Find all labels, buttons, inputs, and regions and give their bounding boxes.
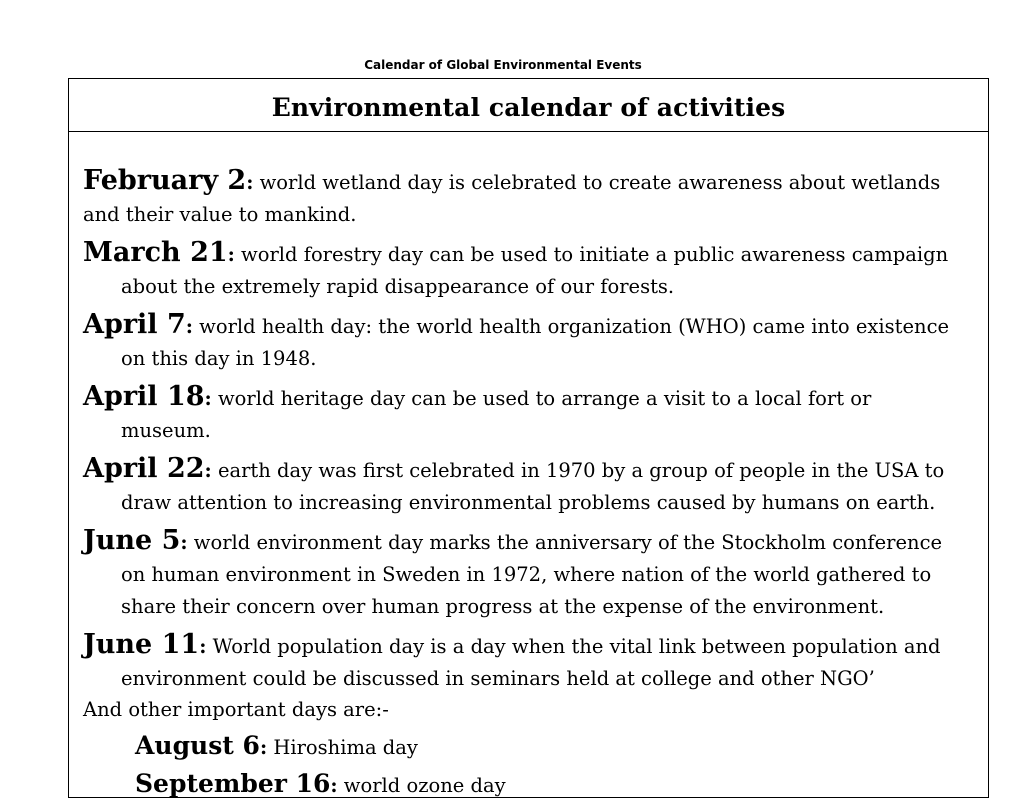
event-text: world environment day marks the anniversary of the Stockholm conference on human environment in Sweden in 1972, where nation of the world gathered to share their concern over human progress at the expense of the environment.: [121, 531, 943, 618]
event-text: world health day: the world health organization (WHO) came into existence on this day in 1948.: [121, 315, 950, 370]
event-text: world heritage day can be used to arrange a visit to a local fort or museum.: [121, 387, 872, 442]
other-day-date: September 16: [135, 769, 331, 798]
event-text: earth day was first celebrated in 1970 by a group of people in the USA to draw attention to increasing environmental problems caused by humans on earth.: [121, 459, 945, 514]
other-day-text: Hiroshima day: [267, 736, 418, 759]
other-day-entry: [135, 766, 958, 804]
event-entry: [83, 453, 958, 519]
event-colon: :: [185, 315, 193, 338]
events-list: [69, 132, 988, 804]
event-date: April 18: [83, 381, 205, 412]
other-days-list: [83, 728, 958, 804]
event-colon: :: [227, 243, 235, 266]
event-colon: :: [246, 171, 254, 194]
event-entry: [83, 165, 958, 231]
event-entry: [83, 525, 958, 623]
document-frame: [68, 78, 989, 798]
event-colon: :: [204, 387, 212, 410]
event-date: June 5: [83, 525, 181, 556]
other-day-text: world ozone day: [337, 774, 506, 797]
other-day-entry: [135, 728, 958, 766]
event-entry: [83, 309, 958, 375]
other-days-label: And other important days are:-: [83, 698, 389, 721]
event-colon: :: [204, 459, 212, 482]
event-date: February 2: [83, 165, 247, 196]
event-date: June 11: [83, 629, 200, 660]
event-entry: [83, 237, 958, 303]
event-text: world forestry day can be used to initiate a public awareness campaign about the extremely rapid disappearance of our forests.: [121, 243, 949, 298]
other-day-date: August 6: [135, 731, 260, 760]
other-day-colon: :: [330, 774, 338, 797]
event-date: April 22: [83, 453, 205, 484]
event-entry: [83, 381, 958, 447]
event-date: March 21: [83, 237, 228, 268]
document-title: Environmental calendar of activities: [69, 79, 988, 132]
event-text: World population day is a day when the vital link between population and environment could be discussed in seminars held at college and other NGO’: [121, 635, 941, 690]
event-date: April 7: [83, 309, 186, 340]
event-colon: :: [199, 635, 207, 658]
event-entry: [83, 629, 958, 695]
other-day-colon: :: [259, 736, 268, 759]
event-colon: :: [180, 531, 188, 554]
page-header: Calendar of Global Environmental Events: [364, 58, 642, 72]
event-text: world wetland day is celebrated to create awareness about wetlands and their value to mankind.: [83, 171, 941, 226]
